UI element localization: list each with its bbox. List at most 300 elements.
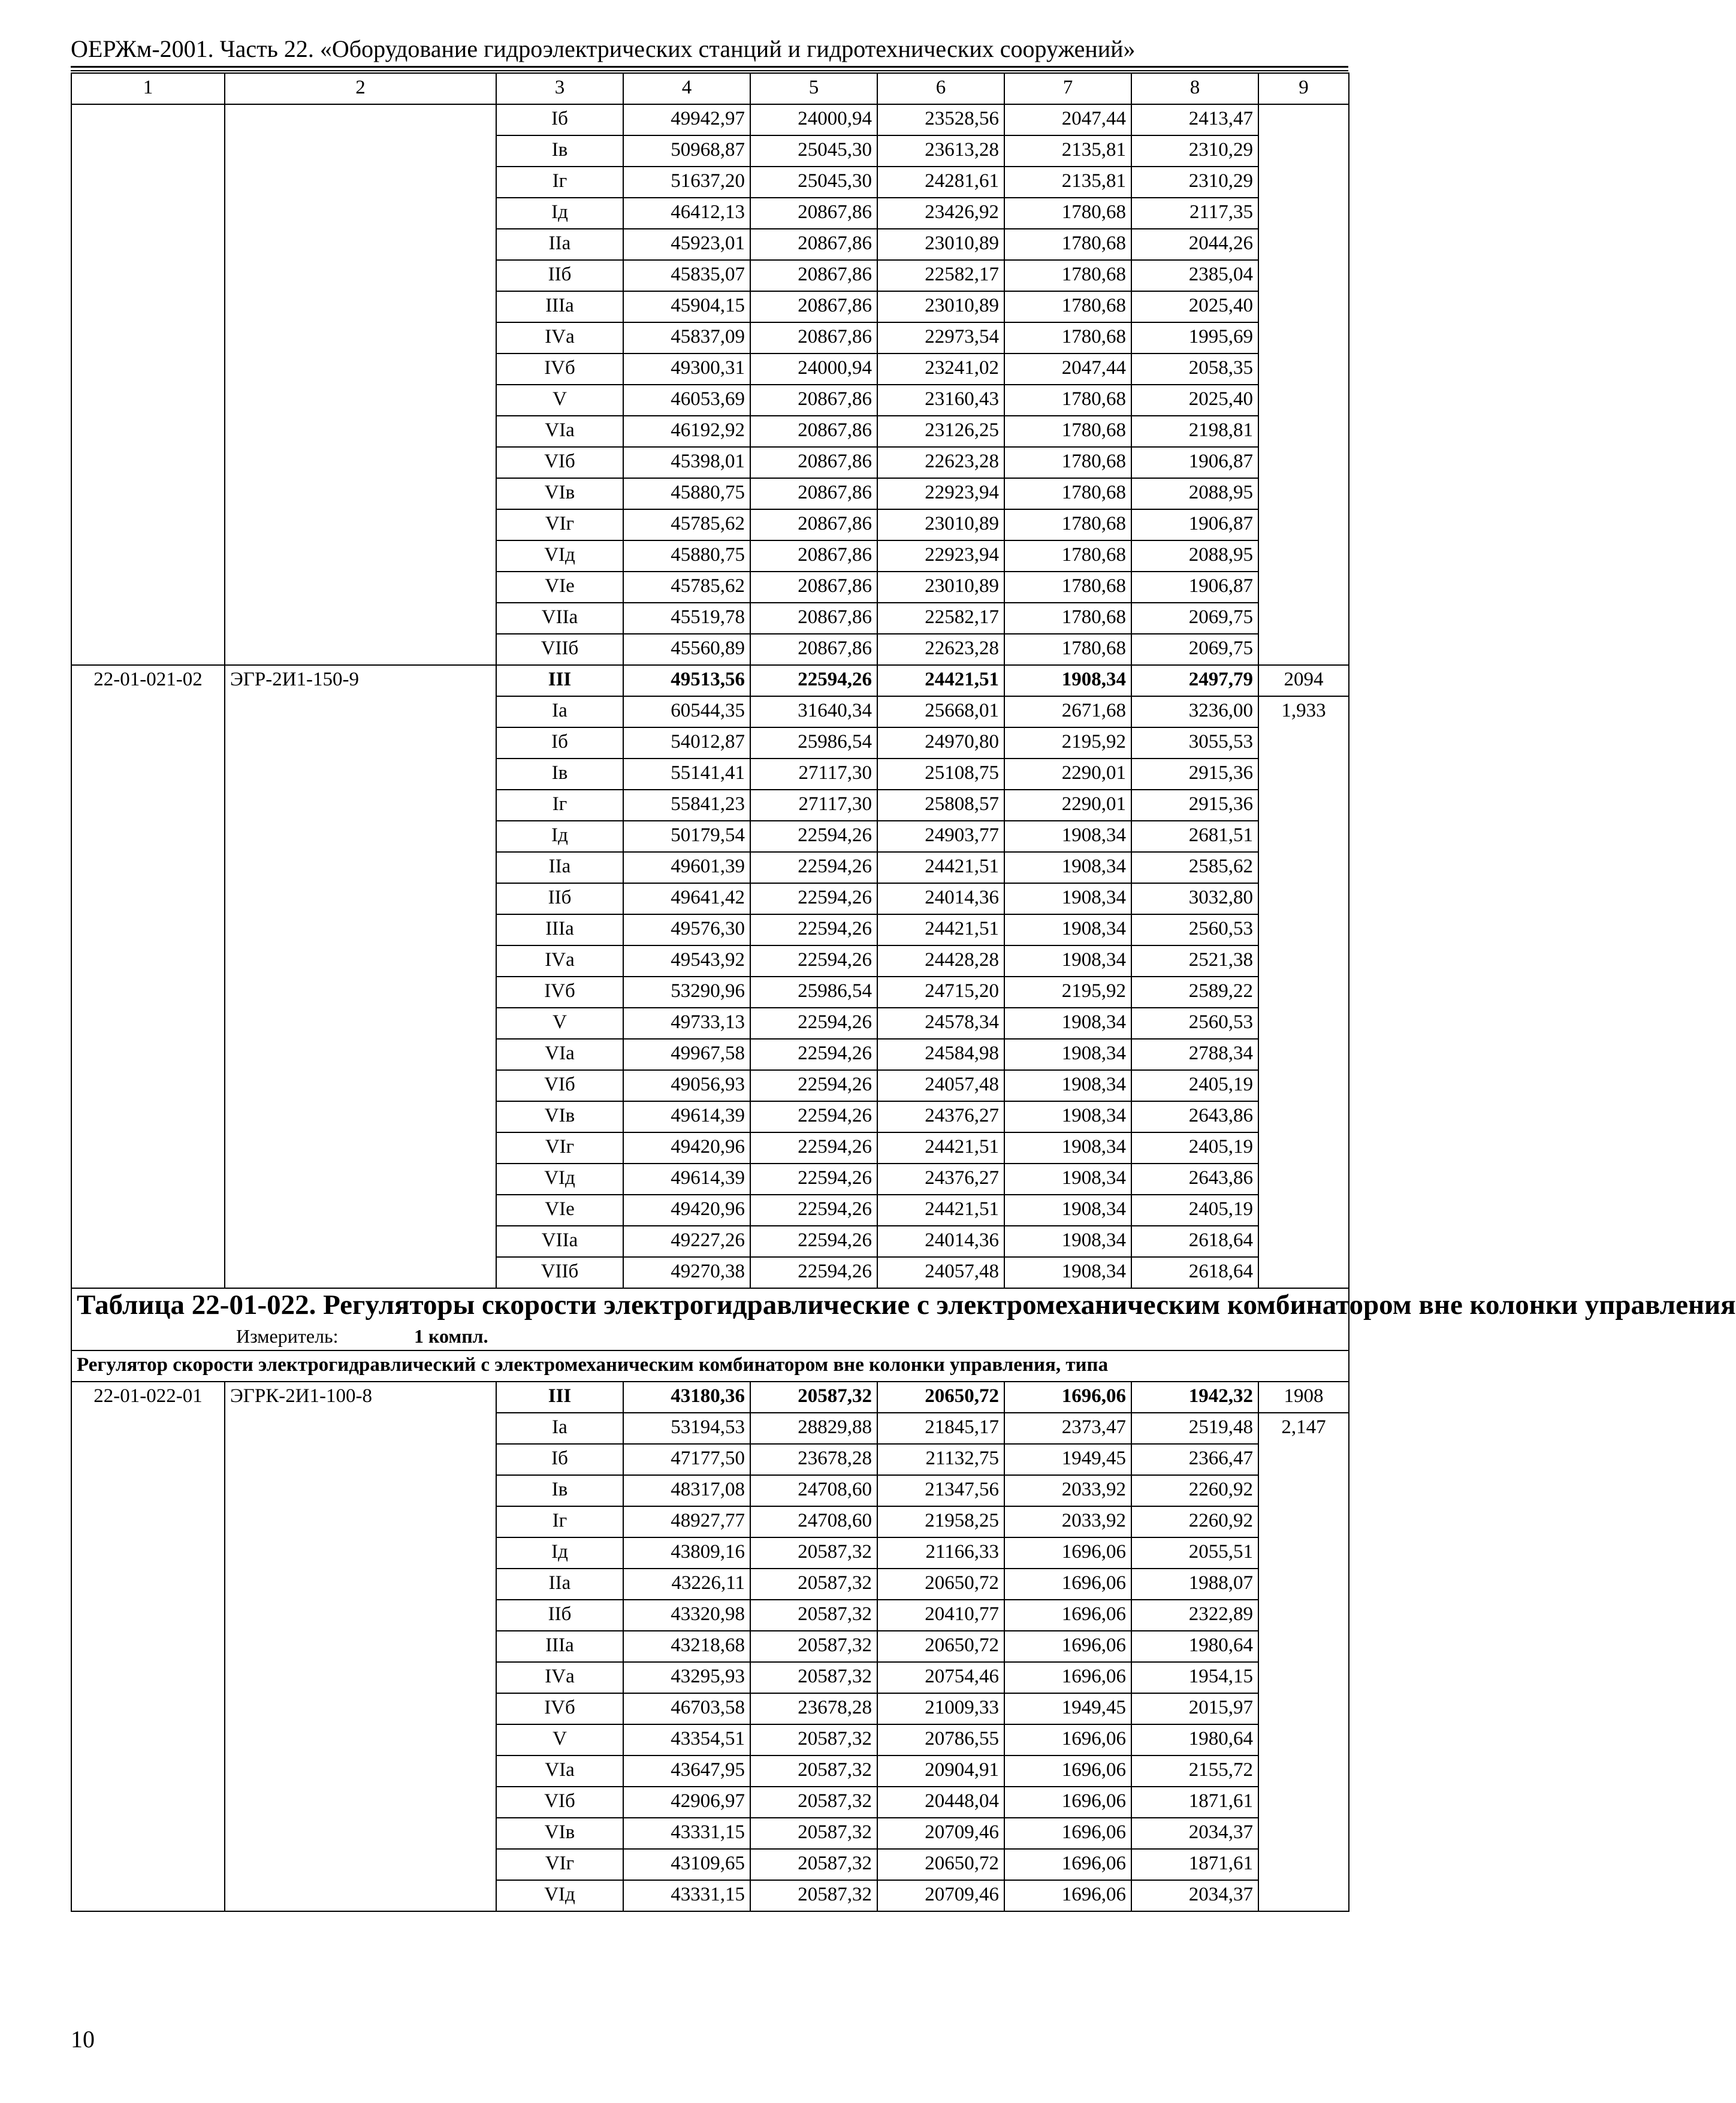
value-col-6: 25808,57 bbox=[877, 790, 1004, 821]
value-col-7: 1696,06 bbox=[1004, 1631, 1131, 1662]
value-col-6: 24421,51 bbox=[877, 1132, 1004, 1164]
value-col-4: 49420,96 bbox=[623, 1195, 750, 1226]
value-col-7: 1780,68 bbox=[1004, 385, 1131, 416]
region-category: IIIа bbox=[496, 914, 623, 945]
value-col-5: 22594,26 bbox=[750, 1008, 877, 1039]
value-col-8: 1980,64 bbox=[1131, 1631, 1258, 1662]
value-col-5: 20867,86 bbox=[750, 291, 877, 322]
value-col-5: 22594,26 bbox=[750, 665, 877, 696]
value-col-6: 23160,43 bbox=[877, 385, 1004, 416]
value-col-7: 1908,34 bbox=[1004, 852, 1131, 883]
value-col-7: 1908,34 bbox=[1004, 1008, 1131, 1039]
value-col-8: 1988,07 bbox=[1131, 1569, 1258, 1600]
value-col-4: 54012,87 bbox=[623, 727, 750, 759]
column-number-4: 4 bbox=[623, 73, 750, 104]
value-col-8: 2310,29 bbox=[1131, 135, 1258, 167]
value-col-6: 22923,94 bbox=[877, 540, 1004, 572]
value-col-8: 2069,75 bbox=[1131, 603, 1258, 634]
value-col-5: 20867,86 bbox=[750, 322, 877, 353]
value-col-4: 46053,69 bbox=[623, 385, 750, 416]
column-number-3: 3 bbox=[496, 73, 623, 104]
value-col-4: 49733,13 bbox=[623, 1008, 750, 1039]
value-col-8: 2088,95 bbox=[1131, 540, 1258, 572]
value-col-6: 24421,51 bbox=[877, 852, 1004, 883]
value-col-4: 49641,42 bbox=[623, 883, 750, 914]
value-col-5: 23678,28 bbox=[750, 1693, 877, 1724]
value-col-8: 3236,00 bbox=[1131, 696, 1258, 727]
value-col-5: 25986,54 bbox=[750, 727, 877, 759]
value-col-5: 20867,86 bbox=[750, 572, 877, 603]
value-col-8: 2915,36 bbox=[1131, 790, 1258, 821]
value-col-5: 22594,26 bbox=[750, 1132, 877, 1164]
value-col-8: 2055,51 bbox=[1131, 1537, 1258, 1569]
value-col-7: 1949,45 bbox=[1004, 1444, 1131, 1475]
code-cell bbox=[71, 104, 225, 665]
value-col-5: 20867,86 bbox=[750, 478, 877, 509]
value-col-7: 2047,44 bbox=[1004, 104, 1131, 135]
value-col-4: 48927,77 bbox=[623, 1506, 750, 1537]
value-col-8: 2405,19 bbox=[1131, 1132, 1258, 1164]
value-col-7: 1908,34 bbox=[1004, 1039, 1131, 1070]
value-col-6: 24715,20 bbox=[877, 977, 1004, 1008]
value-col-7: 1908,34 bbox=[1004, 883, 1131, 914]
value-col-8: 1906,87 bbox=[1131, 509, 1258, 540]
value-col-5: 23678,28 bbox=[750, 1444, 877, 1475]
value-col-7: 1780,68 bbox=[1004, 603, 1131, 634]
value-col-8: 1995,69 bbox=[1131, 322, 1258, 353]
value-col-4: 55141,41 bbox=[623, 759, 750, 790]
value-col-6: 20650,72 bbox=[877, 1569, 1004, 1600]
value-col-7: 1908,34 bbox=[1004, 1226, 1131, 1257]
value-col-4: 45837,09 bbox=[623, 322, 750, 353]
value-col-6: 20650,72 bbox=[877, 1382, 1004, 1413]
value-col-6: 24014,36 bbox=[877, 1226, 1004, 1257]
value-col-4: 53194,53 bbox=[623, 1413, 750, 1444]
region-category: IVб bbox=[496, 353, 623, 385]
region-category: VIг bbox=[496, 509, 623, 540]
value-col-6: 21845,17 bbox=[877, 1413, 1004, 1444]
item-name: ЭГРК-2И1-100-8 bbox=[225, 1382, 496, 1911]
value-col-5: 22594,26 bbox=[750, 1101, 877, 1132]
value-col-5: 24000,94 bbox=[750, 353, 877, 385]
value-col-7: 1696,06 bbox=[1004, 1818, 1131, 1849]
page-header: ОЕРЖм-2001. Часть 22. «Оборудование гидроэлектрических станций и гидротехнических сооружений» bbox=[71, 35, 1136, 62]
value-col-4: 43226,11 bbox=[623, 1569, 750, 1600]
value-col-4: 49227,26 bbox=[623, 1226, 750, 1257]
value-col-6: 24421,51 bbox=[877, 1195, 1004, 1226]
table-row bbox=[71, 665, 1349, 696]
value-col-8: 2413,47 bbox=[1131, 104, 1258, 135]
value-col-4: 43809,16 bbox=[623, 1537, 750, 1569]
value-col-6: 24376,27 bbox=[877, 1101, 1004, 1132]
value-col-5: 20587,32 bbox=[750, 1724, 877, 1755]
value-col-5: 22594,26 bbox=[750, 883, 877, 914]
column-number-8: 8 bbox=[1131, 73, 1258, 104]
value-col-5: 20587,32 bbox=[750, 1631, 877, 1662]
value-col-6: 20448,04 bbox=[877, 1787, 1004, 1818]
value-col-4: 43331,15 bbox=[623, 1880, 750, 1911]
value-col-6: 23010,89 bbox=[877, 572, 1004, 603]
value-col-5: 22594,26 bbox=[750, 852, 877, 883]
region-category: VIе bbox=[496, 1195, 623, 1226]
value-col-5: 20587,32 bbox=[750, 1569, 877, 1600]
value-col-6: 24578,34 bbox=[877, 1008, 1004, 1039]
region-category: IIа bbox=[496, 229, 623, 260]
value-col-7: 1696,06 bbox=[1004, 1537, 1131, 1569]
value-col-6: 23010,89 bbox=[877, 509, 1004, 540]
region-category: VIг bbox=[496, 1849, 623, 1880]
region-category: Iб bbox=[496, 1444, 623, 1475]
value-col-6: 24281,61 bbox=[877, 167, 1004, 198]
region-category: Iд bbox=[496, 198, 623, 229]
value-col-5: 20867,86 bbox=[750, 260, 877, 291]
region-category: VIб bbox=[496, 1787, 623, 1818]
value-col-5: 31640,34 bbox=[750, 696, 877, 727]
value-col-4: 45398,01 bbox=[623, 447, 750, 478]
value-col-5: 25045,30 bbox=[750, 135, 877, 167]
value-col-5: 25986,54 bbox=[750, 977, 877, 1008]
value-col-4: 49614,39 bbox=[623, 1164, 750, 1195]
value-col-7: 1908,34 bbox=[1004, 1101, 1131, 1132]
section-header-row bbox=[71, 1288, 1349, 1350]
region-category: V bbox=[496, 385, 623, 416]
region-category: Iг bbox=[496, 1506, 623, 1537]
value-col-7: 1696,06 bbox=[1004, 1600, 1131, 1631]
value-col-4: 60544,35 bbox=[623, 696, 750, 727]
value-col-5: 27117,30 bbox=[750, 759, 877, 790]
value-col-7: 2290,01 bbox=[1004, 790, 1131, 821]
value-col-8: 2034,37 bbox=[1131, 1880, 1258, 1911]
value-col-7: 2195,92 bbox=[1004, 727, 1131, 759]
value-col-8: 2260,92 bbox=[1131, 1506, 1258, 1537]
value-col-6: 20754,46 bbox=[877, 1662, 1004, 1693]
region-category: IIб bbox=[496, 883, 623, 914]
item-code: 22-01-022-01 bbox=[71, 1382, 225, 1911]
value-col-4: 43331,15 bbox=[623, 1818, 750, 1849]
value-col-5: 20867,86 bbox=[750, 385, 877, 416]
unit-row bbox=[77, 1322, 1343, 1350]
value-col-8: 2560,53 bbox=[1131, 1008, 1258, 1039]
value-col-5: 20867,86 bbox=[750, 634, 877, 665]
value-col-7: 1780,68 bbox=[1004, 229, 1131, 260]
value-col-4: 42906,97 bbox=[623, 1787, 750, 1818]
region-category: III bbox=[496, 1382, 623, 1413]
value-col-7: 1908,34 bbox=[1004, 1257, 1131, 1288]
value-col-7: 1780,68 bbox=[1004, 447, 1131, 478]
region-category: V bbox=[496, 1008, 623, 1039]
value-col-5: 20587,32 bbox=[750, 1662, 877, 1693]
col9-value-1: 2094 bbox=[1258, 665, 1349, 696]
value-col-5: 20587,32 bbox=[750, 1818, 877, 1849]
value-col-4: 43180,36 bbox=[623, 1382, 750, 1413]
region-category: VIв bbox=[496, 478, 623, 509]
column-number-5: 5 bbox=[750, 73, 877, 104]
value-col-5: 22594,26 bbox=[750, 1039, 877, 1070]
value-col-5: 22594,26 bbox=[750, 1257, 877, 1288]
value-col-4: 47177,50 bbox=[623, 1444, 750, 1475]
value-col-4: 48317,08 bbox=[623, 1475, 750, 1506]
region-category: V bbox=[496, 1724, 623, 1755]
value-col-5: 20587,32 bbox=[750, 1849, 877, 1880]
value-col-5: 25045,30 bbox=[750, 167, 877, 198]
value-col-8: 2015,97 bbox=[1131, 1693, 1258, 1724]
item-code: 22-01-021-02 bbox=[71, 665, 225, 1288]
region-category: IIIа bbox=[496, 1631, 623, 1662]
value-col-4: 55841,23 bbox=[623, 790, 750, 821]
value-col-4: 45835,07 bbox=[623, 260, 750, 291]
region-category: IIа bbox=[496, 1569, 623, 1600]
value-col-5: 24708,60 bbox=[750, 1475, 877, 1506]
region-category: Iб bbox=[496, 104, 623, 135]
value-col-8: 2385,04 bbox=[1131, 260, 1258, 291]
value-col-4: 49056,93 bbox=[623, 1070, 750, 1101]
value-col-8: 1906,87 bbox=[1131, 447, 1258, 478]
value-col-4: 49967,58 bbox=[623, 1039, 750, 1070]
region-category: VIIа bbox=[496, 603, 623, 634]
region-category: VIа bbox=[496, 416, 623, 447]
value-col-7: 1908,34 bbox=[1004, 945, 1131, 977]
section-header bbox=[71, 1288, 1736, 1350]
value-col-8: 2585,62 bbox=[1131, 852, 1258, 883]
value-col-7: 1908,34 bbox=[1004, 665, 1131, 696]
value-col-6: 21347,56 bbox=[877, 1475, 1004, 1506]
page-number: 10 bbox=[71, 2026, 95, 2053]
value-col-8: 2497,79 bbox=[1131, 665, 1258, 696]
table-title: Таблица 22-01-022. Регуляторы скорости электрогидравлические с электромеханическим комбинатором вне колонки управления bbox=[77, 1289, 1736, 1321]
value-col-7: 2195,92 bbox=[1004, 977, 1131, 1008]
value-col-8: 2025,40 bbox=[1131, 385, 1258, 416]
value-col-6: 20786,55 bbox=[877, 1724, 1004, 1755]
value-col-6: 23426,92 bbox=[877, 198, 1004, 229]
value-col-8: 3032,80 bbox=[1131, 883, 1258, 914]
value-col-5: 20587,32 bbox=[750, 1880, 877, 1911]
value-col-4: 46703,58 bbox=[623, 1693, 750, 1724]
value-col-6: 24421,51 bbox=[877, 914, 1004, 945]
value-col-4: 46192,92 bbox=[623, 416, 750, 447]
value-col-8: 2788,34 bbox=[1131, 1039, 1258, 1070]
value-col-7: 1780,68 bbox=[1004, 322, 1131, 353]
col9-value-2: 2,147 bbox=[1258, 1413, 1349, 1911]
region-category: Iг bbox=[496, 790, 623, 821]
value-col-5: 20867,86 bbox=[750, 540, 877, 572]
value-col-5: 22594,26 bbox=[750, 1070, 877, 1101]
value-col-5: 20587,32 bbox=[750, 1787, 877, 1818]
value-col-6: 25108,75 bbox=[877, 759, 1004, 790]
value-col-8: 2643,86 bbox=[1131, 1164, 1258, 1195]
value-col-7: 1696,06 bbox=[1004, 1880, 1131, 1911]
value-col-6: 24014,36 bbox=[877, 883, 1004, 914]
value-col-8: 2310,29 bbox=[1131, 167, 1258, 198]
value-col-4: 49420,96 bbox=[623, 1132, 750, 1164]
value-col-8: 2405,19 bbox=[1131, 1070, 1258, 1101]
value-col-7: 1696,06 bbox=[1004, 1724, 1131, 1755]
value-col-7: 1696,06 bbox=[1004, 1755, 1131, 1787]
value-col-8: 3055,53 bbox=[1131, 727, 1258, 759]
value-col-8: 2069,75 bbox=[1131, 634, 1258, 665]
value-col-4: 45880,75 bbox=[623, 478, 750, 509]
value-col-7: 1908,34 bbox=[1004, 914, 1131, 945]
column-number-9: 9 bbox=[1258, 73, 1349, 104]
value-col-8: 2618,64 bbox=[1131, 1226, 1258, 1257]
region-category: VIб bbox=[496, 1070, 623, 1101]
value-col-8: 2044,26 bbox=[1131, 229, 1258, 260]
value-col-6: 23010,89 bbox=[877, 291, 1004, 322]
region-category: VIа bbox=[496, 1039, 623, 1070]
region-category: VIIб bbox=[496, 634, 623, 665]
value-col-6: 20709,46 bbox=[877, 1818, 1004, 1849]
column-number-1: 1 bbox=[71, 73, 225, 104]
value-col-7: 1908,34 bbox=[1004, 1195, 1131, 1226]
value-col-5: 20587,32 bbox=[750, 1537, 877, 1569]
value-col-8: 2521,38 bbox=[1131, 945, 1258, 977]
region-category: IIб bbox=[496, 260, 623, 291]
value-col-4: 53290,96 bbox=[623, 977, 750, 1008]
value-col-5: 24000,94 bbox=[750, 104, 877, 135]
value-col-6: 24970,80 bbox=[877, 727, 1004, 759]
value-col-7: 1696,06 bbox=[1004, 1662, 1131, 1693]
table-row bbox=[71, 104, 1349, 135]
value-col-7: 2047,44 bbox=[1004, 353, 1131, 385]
price-table bbox=[71, 72, 1736, 1912]
value-col-4: 49601,39 bbox=[623, 852, 750, 883]
value-col-6: 20650,72 bbox=[877, 1849, 1004, 1880]
region-category: VIIа bbox=[496, 1226, 623, 1257]
region-category: IVа bbox=[496, 1662, 623, 1693]
value-col-4: 45880,75 bbox=[623, 540, 750, 572]
value-col-7: 1780,68 bbox=[1004, 478, 1131, 509]
value-col-8: 2155,72 bbox=[1131, 1755, 1258, 1787]
value-col-5: 20867,86 bbox=[750, 447, 877, 478]
value-col-5: 22594,26 bbox=[750, 1226, 877, 1257]
value-col-6: 23010,89 bbox=[877, 229, 1004, 260]
value-col-6: 21958,25 bbox=[877, 1506, 1004, 1537]
region-category: IVб bbox=[496, 1693, 623, 1724]
value-col-5: 20867,86 bbox=[750, 603, 877, 634]
value-col-7: 1696,06 bbox=[1004, 1569, 1131, 1600]
col9-value-2: 1,933 bbox=[1258, 696, 1349, 1288]
value-col-8: 1980,64 bbox=[1131, 1724, 1258, 1755]
value-col-6: 22582,17 bbox=[877, 603, 1004, 634]
value-col-7: 1696,06 bbox=[1004, 1382, 1131, 1413]
region-category: IVа bbox=[496, 322, 623, 353]
group-title-row bbox=[71, 1350, 1349, 1382]
value-col-6: 22582,17 bbox=[877, 260, 1004, 291]
value-col-7: 1780,68 bbox=[1004, 634, 1131, 665]
region-category: Iа bbox=[496, 1413, 623, 1444]
value-col-4: 45785,62 bbox=[623, 572, 750, 603]
region-category: VIIб bbox=[496, 1257, 623, 1288]
value-col-8: 2915,36 bbox=[1131, 759, 1258, 790]
value-col-5: 20587,32 bbox=[750, 1382, 877, 1413]
value-col-8: 2260,92 bbox=[1131, 1475, 1258, 1506]
value-col-7: 1780,68 bbox=[1004, 291, 1131, 322]
unit-label: Измеритель: bbox=[236, 1325, 339, 1347]
value-col-5: 20867,86 bbox=[750, 229, 877, 260]
table-body bbox=[71, 73, 1736, 1911]
value-col-7: 1780,68 bbox=[1004, 572, 1131, 603]
value-col-4: 45923,01 bbox=[623, 229, 750, 260]
value-col-6: 24584,98 bbox=[877, 1039, 1004, 1070]
region-category: VIв bbox=[496, 1818, 623, 1849]
value-col-7: 2671,68 bbox=[1004, 696, 1131, 727]
item-name: ЭГР-2И1-150-9 bbox=[225, 665, 496, 1288]
value-col-6: 22973,54 bbox=[877, 322, 1004, 353]
region-category: VIа bbox=[496, 1755, 623, 1787]
value-col-8: 2405,19 bbox=[1131, 1195, 1258, 1226]
value-col-7: 2290,01 bbox=[1004, 759, 1131, 790]
value-col-8: 1954,15 bbox=[1131, 1662, 1258, 1693]
value-col-4: 43647,95 bbox=[623, 1755, 750, 1787]
name-cell bbox=[225, 104, 496, 665]
value-col-4: 51637,20 bbox=[623, 167, 750, 198]
value-col-6: 25668,01 bbox=[877, 696, 1004, 727]
value-col-4: 50179,54 bbox=[623, 821, 750, 852]
value-col-6: 22923,94 bbox=[877, 478, 1004, 509]
value-col-4: 43320,98 bbox=[623, 1600, 750, 1631]
value-col-7: 2033,92 bbox=[1004, 1475, 1131, 1506]
header-rule bbox=[71, 66, 1348, 68]
value-col-6: 21132,75 bbox=[877, 1444, 1004, 1475]
value-col-6: 24428,28 bbox=[877, 945, 1004, 977]
value-col-6: 20410,77 bbox=[877, 1600, 1004, 1631]
region-category: IVб bbox=[496, 977, 623, 1008]
value-col-7: 1780,68 bbox=[1004, 416, 1131, 447]
column-number-6: 6 bbox=[877, 73, 1004, 104]
value-col-5: 22594,26 bbox=[750, 914, 877, 945]
value-col-5: 27117,30 bbox=[750, 790, 877, 821]
region-category: III bbox=[496, 665, 623, 696]
value-col-8: 2681,51 bbox=[1131, 821, 1258, 852]
value-col-4: 43354,51 bbox=[623, 1724, 750, 1755]
value-col-8: 2058,35 bbox=[1131, 353, 1258, 385]
value-col-6: 24376,27 bbox=[877, 1164, 1004, 1195]
value-col-8: 1906,87 bbox=[1131, 572, 1258, 603]
value-col-4: 49513,56 bbox=[623, 665, 750, 696]
region-category: Iв bbox=[496, 1475, 623, 1506]
value-col-6: 24421,51 bbox=[877, 665, 1004, 696]
value-col-8: 2117,35 bbox=[1131, 198, 1258, 229]
value-col-7: 1908,34 bbox=[1004, 1132, 1131, 1164]
value-col-8: 1871,61 bbox=[1131, 1787, 1258, 1818]
value-col-5: 20867,86 bbox=[750, 509, 877, 540]
region-category: VIв bbox=[496, 1101, 623, 1132]
column-number-7: 7 bbox=[1004, 73, 1131, 104]
value-col-4: 49614,39 bbox=[623, 1101, 750, 1132]
value-col-4: 49942,97 bbox=[623, 104, 750, 135]
value-col-6: 21166,33 bbox=[877, 1537, 1004, 1569]
region-category: IIа bbox=[496, 852, 623, 883]
value-col-5: 24708,60 bbox=[750, 1506, 877, 1537]
region-category: Iв bbox=[496, 759, 623, 790]
region-category: Iв bbox=[496, 135, 623, 167]
value-col-7: 1780,68 bbox=[1004, 198, 1131, 229]
region-category: VIе bbox=[496, 572, 623, 603]
value-col-5: 20867,86 bbox=[750, 416, 877, 447]
value-col-7: 2373,47 bbox=[1004, 1413, 1131, 1444]
value-col-6: 23126,25 bbox=[877, 416, 1004, 447]
value-col-8: 2519,48 bbox=[1131, 1413, 1258, 1444]
value-col-5: 22594,26 bbox=[750, 821, 877, 852]
value-col-7: 2135,81 bbox=[1004, 167, 1131, 198]
value-col-6: 22623,28 bbox=[877, 634, 1004, 665]
value-col-7: 1696,06 bbox=[1004, 1849, 1131, 1880]
value-col-6: 23528,56 bbox=[877, 104, 1004, 135]
value-col-6: 23613,28 bbox=[877, 135, 1004, 167]
value-col-8: 2643,86 bbox=[1131, 1101, 1258, 1132]
price-table-wrapper bbox=[71, 72, 1736, 1912]
value-col-4: 45560,89 bbox=[623, 634, 750, 665]
value-col-5: 22594,26 bbox=[750, 1195, 877, 1226]
